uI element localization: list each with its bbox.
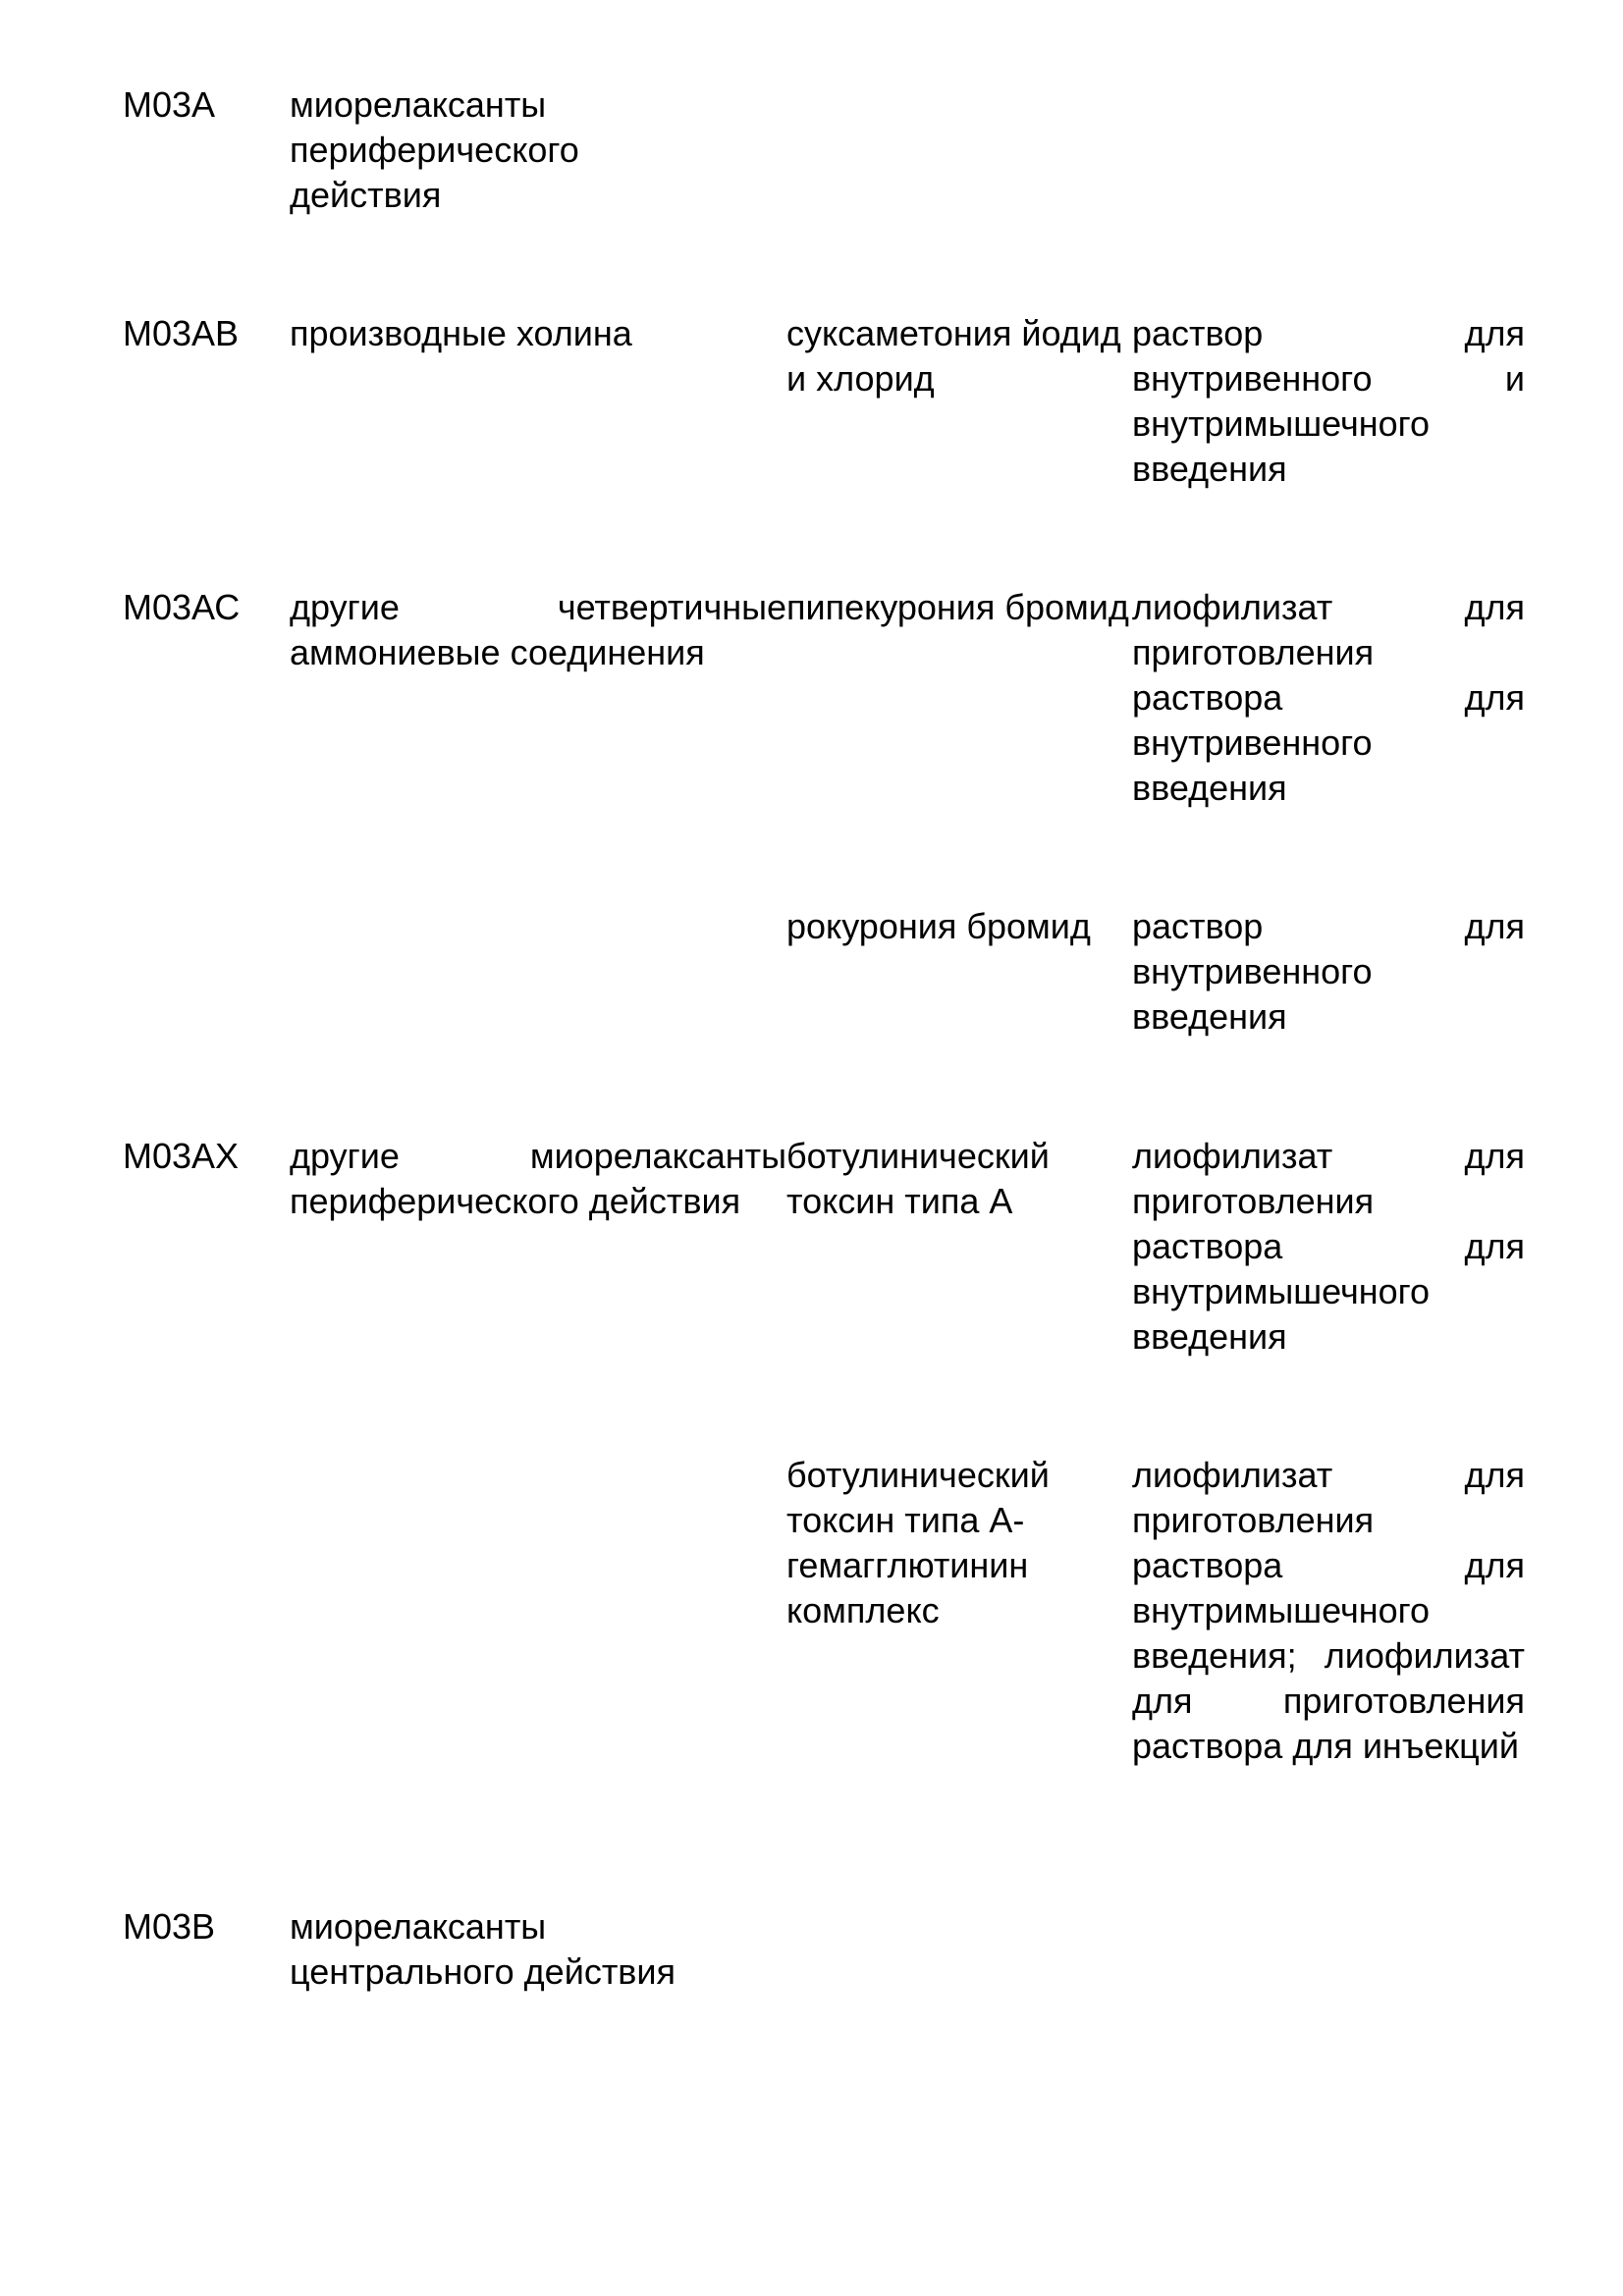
table-row — [123, 82, 1525, 311]
drug-name: ботулинический токсин типа А-гемагглютинин комплекс — [786, 1455, 1050, 1630]
table-row — [123, 1453, 1525, 1904]
dosage-form: раствор для внутривенного и внутримышечного введения — [1132, 313, 1525, 489]
atc-code: М03АХ — [123, 1136, 240, 1176]
group-name: другие миорелаксанты периферического действия — [290, 1136, 786, 1221]
atc-code: М03А — [123, 84, 216, 125]
atc-code: М03АС — [123, 587, 241, 627]
table-row — [123, 1134, 1525, 1453]
group-name: миорелаксанты периферического действия — [290, 84, 579, 215]
group-name: производные холина — [290, 313, 632, 353]
table-row — [123, 585, 1525, 904]
table-row — [123, 1904, 1525, 2002]
dosage-form: раствор для внутривенного введения — [1132, 906, 1525, 1037]
drug-name: рокурония бромид — [786, 906, 1091, 946]
group-name: миорелаксанты центрального действия — [290, 1906, 676, 1992]
table-row — [123, 311, 1525, 585]
drug-name: пипекурония бромид — [786, 587, 1129, 627]
dosage-form: лиофилизат для приготовления раствора для внутримышечного введения — [1132, 1136, 1525, 1357]
group-name: другие четвертичные аммониевые соединения — [290, 587, 786, 672]
atc-code: М03АВ — [123, 313, 240, 353]
drug-classification-table — [123, 82, 1525, 2002]
dosage-form: лиофилизат для приготовления раствора для внутривенного введения — [1132, 587, 1525, 808]
atc-code: М03В — [123, 1906, 216, 1947]
drug-name: ботулинический токсин типа А — [786, 1136, 1050, 1221]
table-row — [123, 904, 1525, 1134]
drug-name: суксаметония йодид и хлорид — [786, 313, 1121, 399]
dosage-form: лиофилизат для приготовления раствора для внутримышечного введения; лиофилизат для приготовления раствора для инъекций — [1132, 1455, 1525, 1766]
